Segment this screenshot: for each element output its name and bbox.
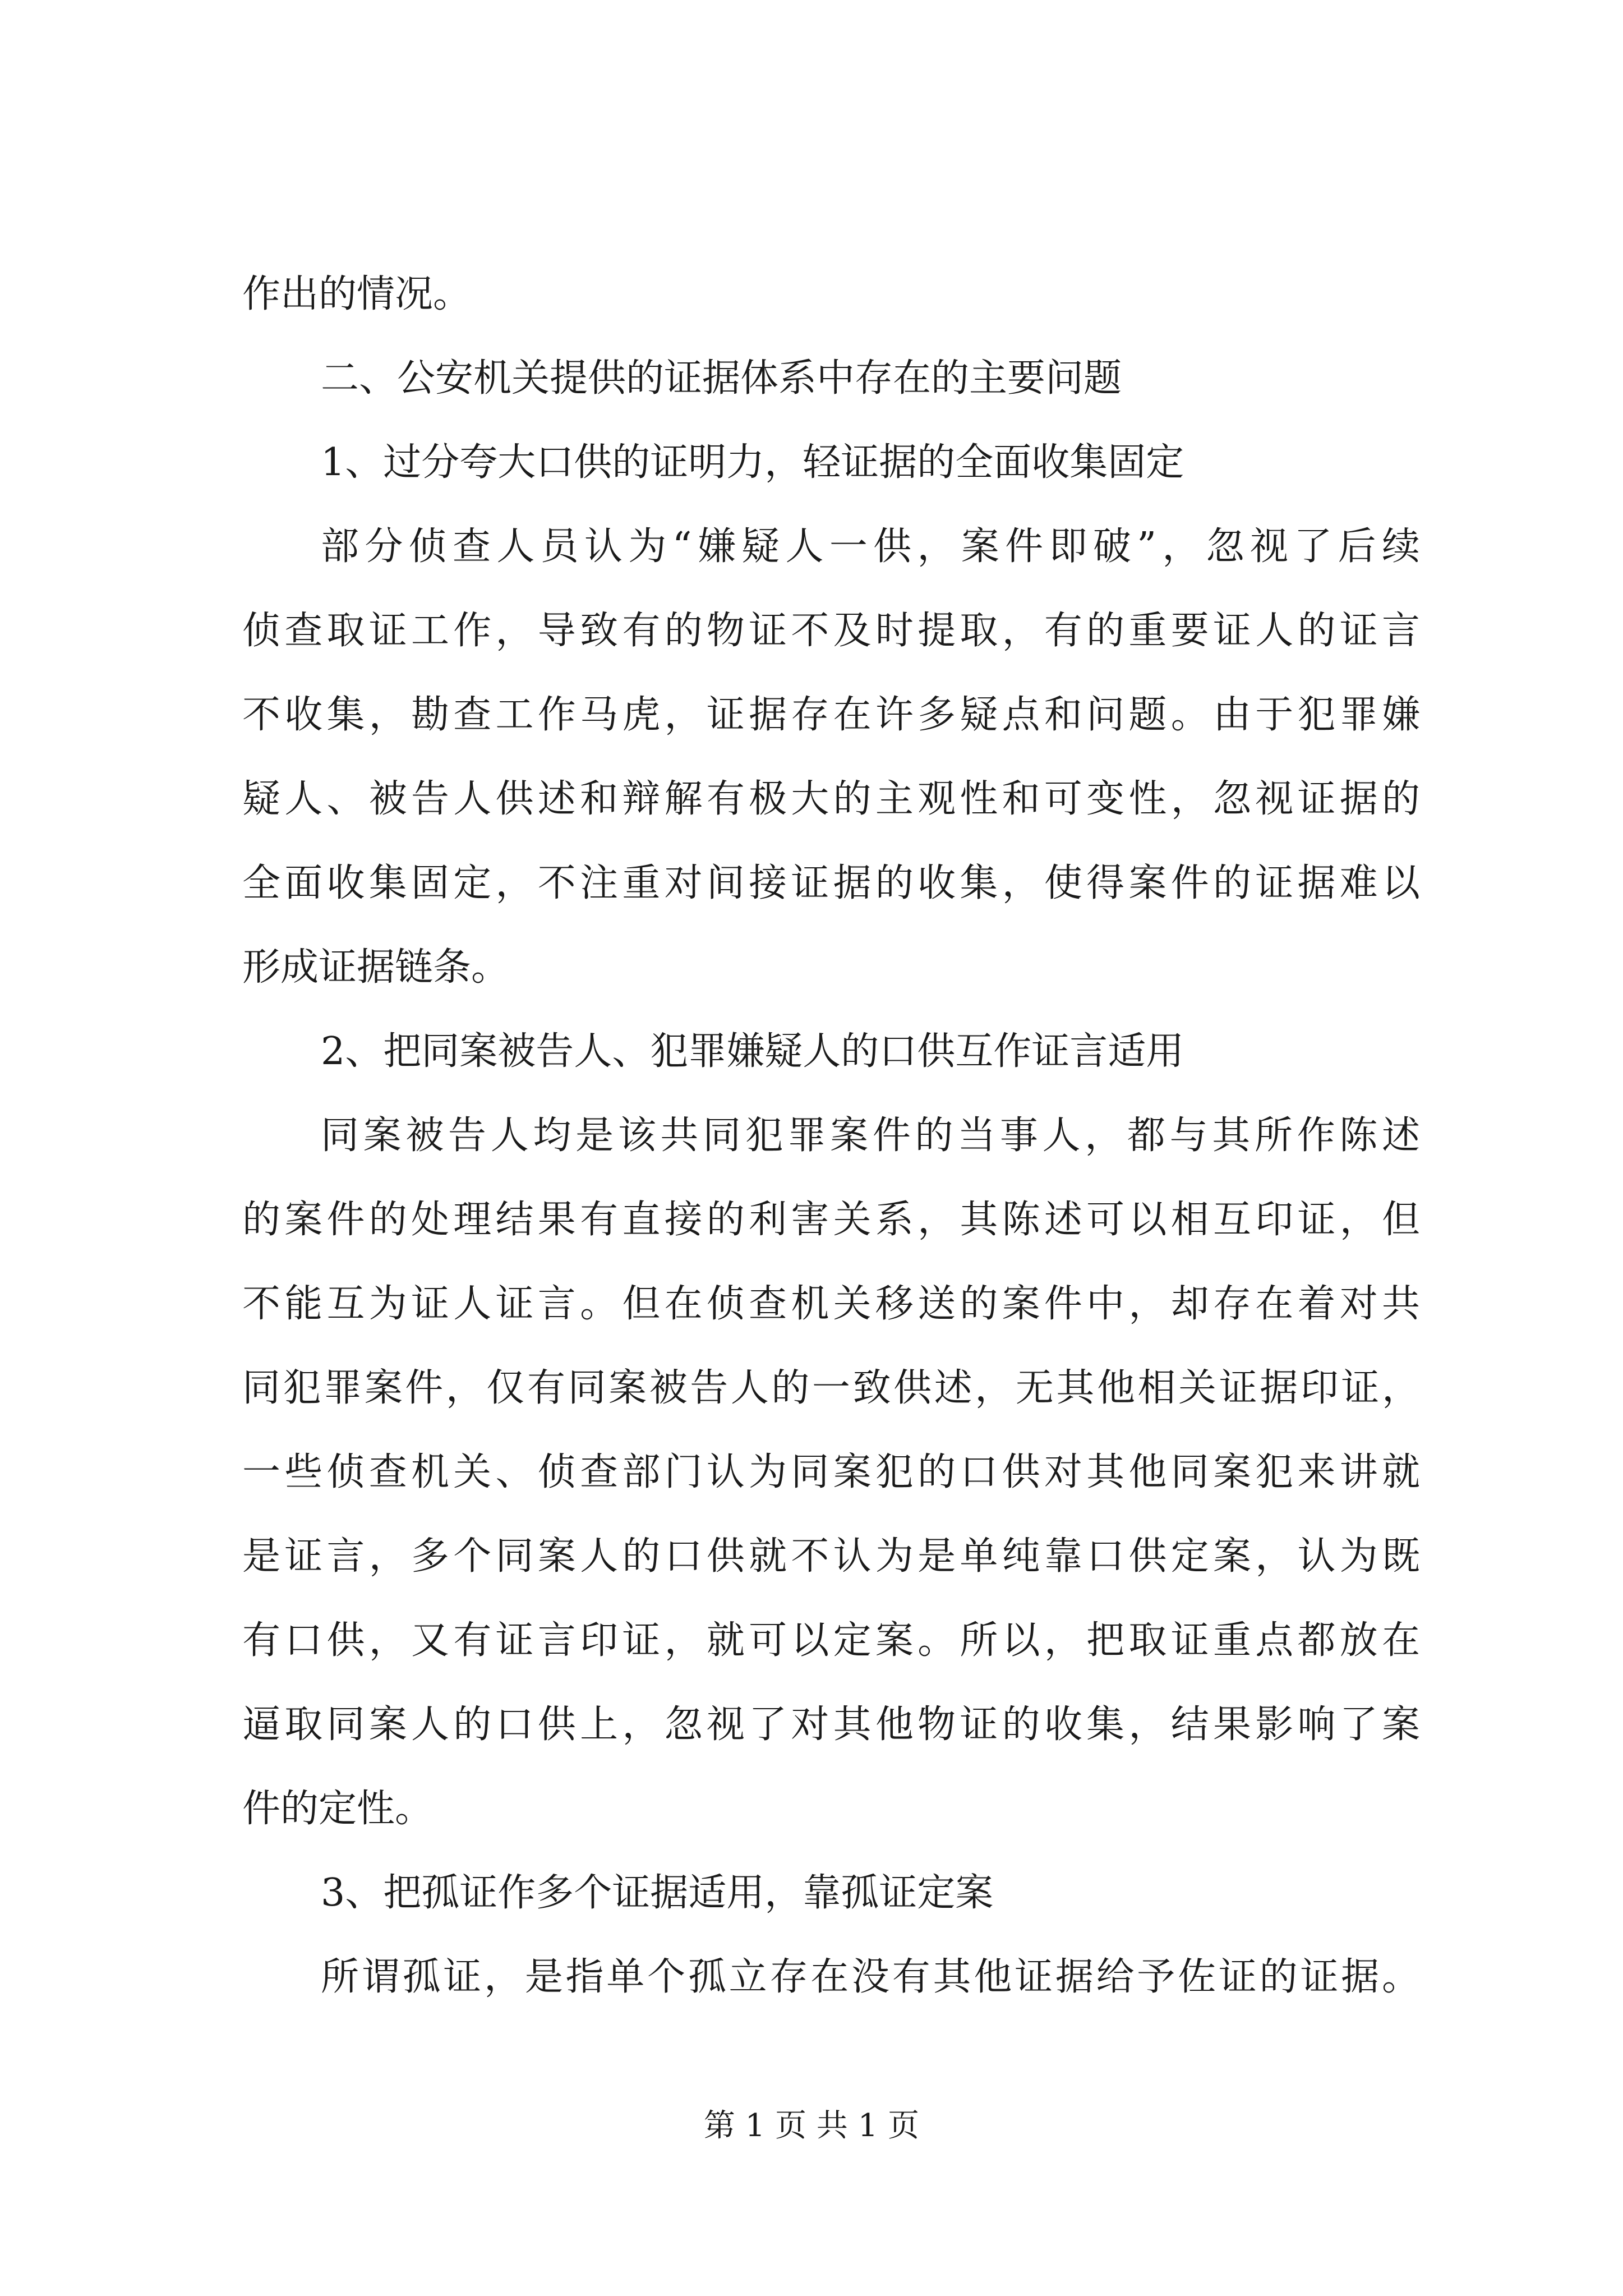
paragraph-line: 是证言，多个同案人的口供就不认为是单纯靠口供定案，认为既 (242, 1534, 1420, 1579)
paragraph-line: 部分侦查人员认为“嫌疑人一供，案件即破”，忽视了后续 (321, 524, 1420, 569)
paragraph-line: 同犯罪案件，仅有同案被告人的一致供述，无其他相关证据印证， (242, 1366, 1420, 1410)
paragraph-line: 形成证据链条。 (242, 945, 510, 990)
subsection-heading: 1、过分夸大口供的证明力，轻证据的全面收集固定 (321, 440, 1184, 485)
paragraph-line: 逼取同案人的口供上，忽视了对其他物证的收集，结果影响了案 (242, 1703, 1420, 1747)
paragraph-line: 的案件的处理结果有直接的利害关系，其陈述可以相互印证，但 (242, 1198, 1420, 1242)
paragraph-line: 不能互为证人证言。但在侦查机关移送的案件中，却存在着对共 (242, 1282, 1420, 1326)
document-body (242, 252, 1420, 2019)
paragraph-line: 有口供，又有证言印证，就可以定案。所以，把取证重点都放在 (242, 1618, 1420, 1663)
paragraph-line: 疑人、被告人供述和辩解有极大的主观性和可变性，忽视证据的 (242, 777, 1420, 821)
subsection-heading: 2、把同案被告人、犯罪嫌疑人的口供互作证言适用 (321, 1029, 1184, 1074)
paragraph-line: 同案被告人均是该共同犯罪案件的当事人，都与其所作陈述 (321, 1114, 1420, 1158)
paragraph-line: 不收集，勘查工作马虎，证据存在许多疑点和问题。由于犯罪嫌 (242, 693, 1420, 737)
paragraph-line: 作出的情况。 (242, 272, 472, 316)
section-heading: 二、公安机关提供的证据体系中存在的主要问题 (321, 356, 1122, 401)
paragraph-line: 件的定性。 (242, 1787, 434, 1831)
subsection-heading: 3、把孤证作多个证据适用，靠孤证定案 (321, 1871, 994, 1915)
paragraph-line: 全面收集固定，不注重对间接证据的收集，使得案件的证据难以 (242, 861, 1420, 905)
paragraph-line: 所谓孤证，是指单个孤立存在没有其他证据给予佐证的证据。 (321, 1955, 1420, 1999)
page-number-footer: 第 1 页 共 1 页 (703, 2108, 920, 2144)
paragraph-line: 一些侦查机关、侦查部门认为同案犯的口供对其他同案犯来讲就 (242, 1450, 1420, 1494)
paragraph-line: 侦查取证工作，导致有的物证不及时提取，有的重要证人的证言 (242, 609, 1420, 653)
